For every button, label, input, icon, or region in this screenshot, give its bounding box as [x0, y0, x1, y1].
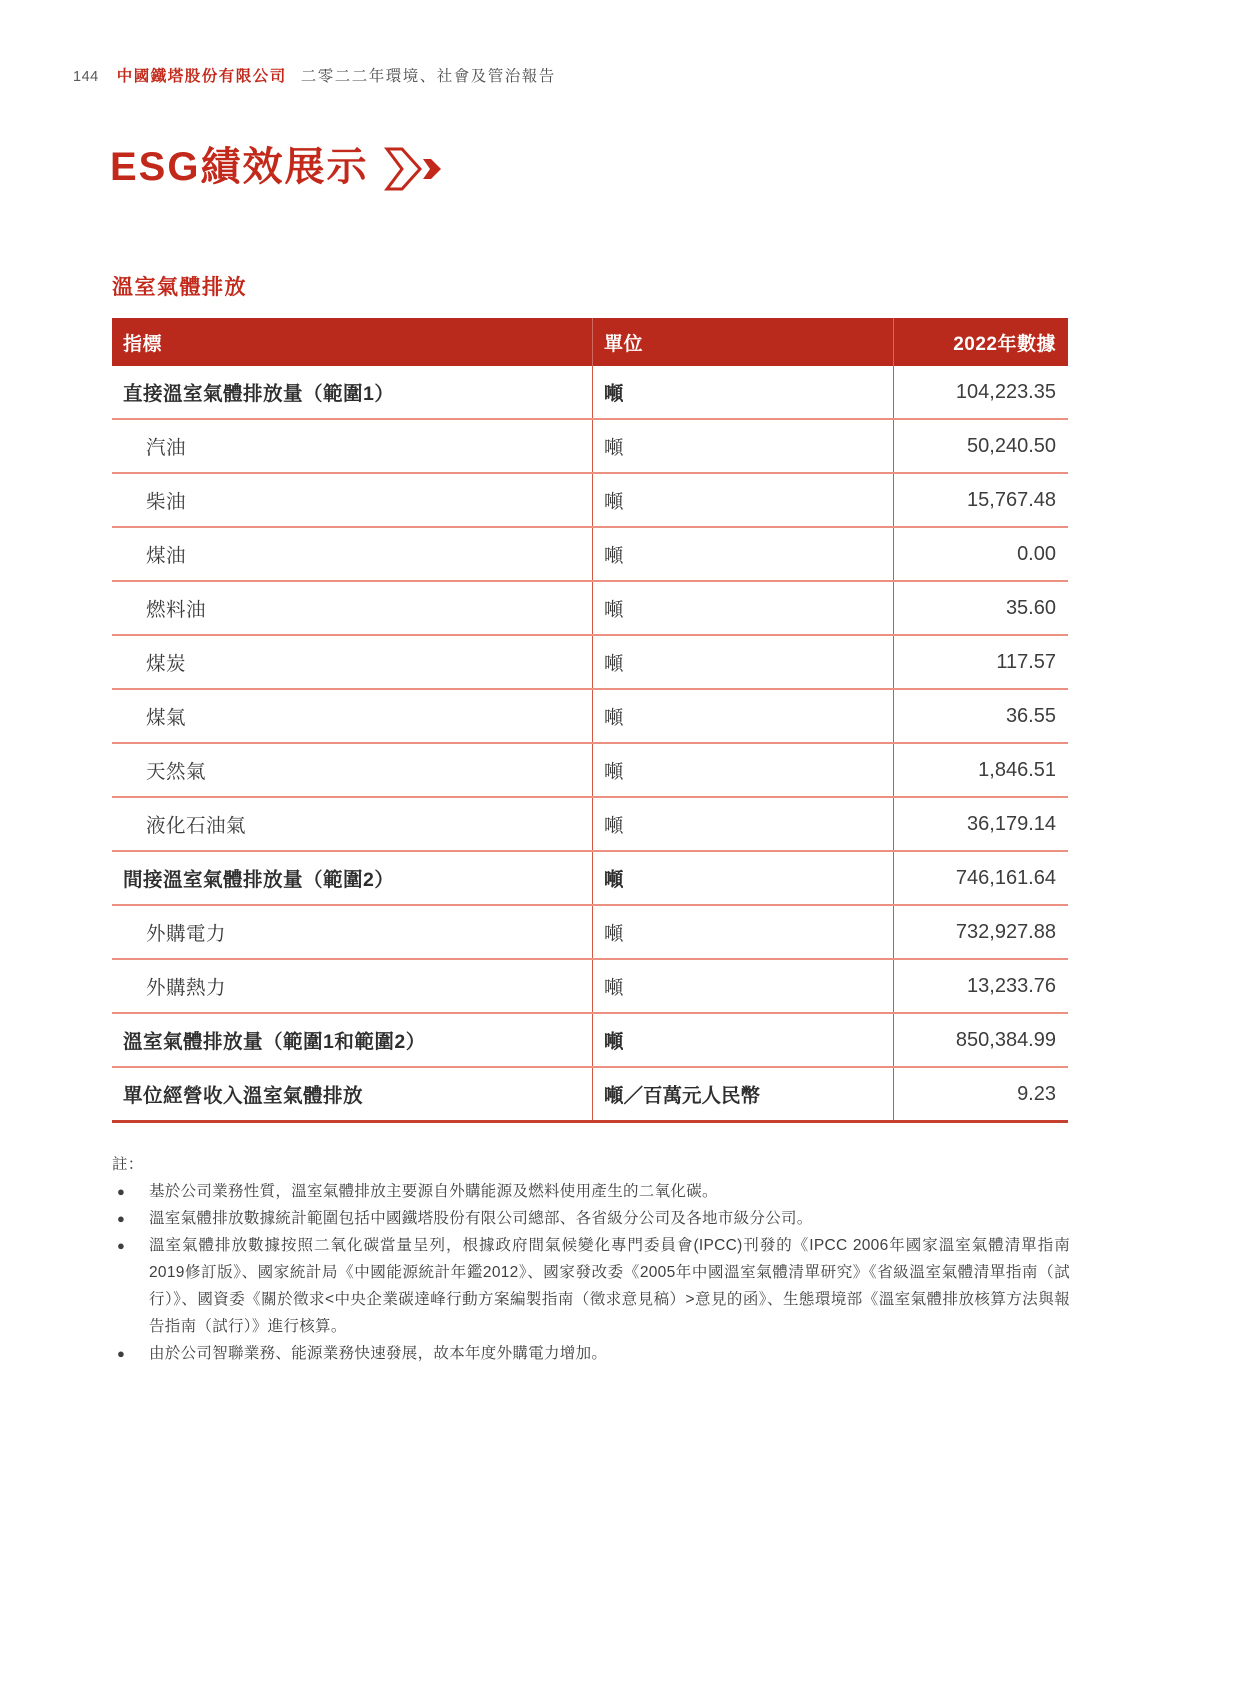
column-header-unit: 單位 [592, 318, 893, 366]
unit-cell: 噸 [592, 798, 893, 850]
table-row [112, 366, 1068, 420]
table-row [112, 744, 1068, 798]
table-row [112, 474, 1068, 528]
unit-cell: 噸／百萬元人民幣 [592, 1068, 893, 1120]
indicator-cell: 液化石油氣 [146, 815, 247, 837]
value-cell: 9.23 [893, 1068, 1068, 1120]
page-number: 144 [73, 69, 99, 85]
chevron-right-icon [384, 145, 446, 193]
value-cell: 117.57 [893, 636, 1068, 688]
notes-label: 註： [112, 1156, 144, 1173]
unit-cell: 噸 [592, 582, 893, 634]
column-header-2022-data: 2022年數據 [893, 318, 1068, 366]
indicator-cell: 外購電力 [146, 923, 227, 945]
indicator-cell: 溫室氣體排放量（範圍1和範圍2） [123, 1031, 426, 1053]
unit-cell: 噸 [592, 474, 893, 526]
value-cell: 0.00 [893, 528, 1068, 580]
note-text: 溫室氣體排放數據按照二氧化碳當量呈列，根據政府間氣候變化專門委員會(IPCC)刊發的《IPCC 2006年國家溫室氣體清單指南2019修訂版》、國家統計局《中國能源統計年鑑2012》、國家發改委《2005年中國溫室氣體清單研究》《省級溫室氣體清單指南（試行）》、國資委《關於徵求<中央企業碳達峰行動方案編製指南（徵求意見稿）>意見的函》、生態環境部《溫室氣體排放核算方法與報告指南（試行）》進行核算。 [149, 1237, 1070, 1335]
running-header [73, 64, 556, 86]
indicator-cell: 柴油 [146, 491, 187, 513]
unit-cell: 噸 [592, 366, 893, 418]
unit-cell: 噸 [592, 528, 893, 580]
table-row [112, 1068, 1068, 1123]
indicator-cell: 煤氣 [146, 707, 187, 729]
value-cell: 36,179.14 [893, 798, 1068, 850]
note-text: 溫室氣體排放數據統計範圍包括中國鐵塔股份有限公司總部、各省級分公司及各地市級分公司。 [149, 1210, 813, 1227]
value-cell: 15,767.48 [893, 474, 1068, 526]
report-title: 二零二二年環境、社會及管治報告 [300, 68, 556, 85]
bullet-icon: ● [117, 1346, 126, 1361]
column-header-indicator: 指標 [123, 333, 163, 355]
indicator-cell: 燃料油 [146, 599, 207, 621]
bullet-icon: ● [117, 1211, 126, 1226]
indicator-cell: 汽油 [146, 437, 187, 459]
indicator-cell: 煤炭 [146, 653, 187, 675]
table-row [112, 636, 1068, 690]
bullet-icon: ● [117, 1184, 126, 1199]
table-row [112, 798, 1068, 852]
table-row [112, 690, 1068, 744]
indicator-cell: 單位經營收入溫室氣體排放 [123, 1085, 364, 1107]
table-row [112, 1014, 1068, 1068]
value-cell: 746,161.64 [893, 852, 1068, 904]
note-text: 由於公司智聯業務、能源業務快速發展，故本年度外購電力增加。 [149, 1345, 608, 1362]
value-cell: 850,384.99 [893, 1014, 1068, 1066]
note-text: 基於公司業務性質，溫室氣體排放主要源自外購能源及燃料使用產生的二氧化碳。 [149, 1183, 718, 1200]
table-row [112, 852, 1068, 906]
indicator-cell: 外購熱力 [146, 977, 227, 999]
table-header-row [112, 318, 1068, 366]
section-title-ghg-emissions: 溫室氣體排放 [112, 276, 247, 299]
indicator-cell: 煤油 [146, 545, 187, 567]
note-item [112, 1178, 1070, 1205]
note-item [112, 1232, 1070, 1340]
unit-cell: 噸 [592, 690, 893, 742]
table-row [112, 528, 1068, 582]
note-item [112, 1205, 1070, 1232]
bullet-icon: ● [117, 1238, 126, 1253]
unit-cell: 噸 [592, 1014, 893, 1066]
table-row [112, 906, 1068, 960]
indicator-cell: 天然氣 [146, 761, 207, 783]
unit-cell: 噸 [592, 636, 893, 688]
unit-cell: 噸 [592, 420, 893, 472]
value-cell: 36.55 [893, 690, 1068, 742]
value-cell: 50,240.50 [893, 420, 1068, 472]
unit-cell: 噸 [592, 960, 893, 1012]
company-name: 中國鐵塔股份有限公司 [116, 68, 287, 85]
value-cell: 13,233.76 [893, 960, 1068, 1012]
indicator-cell: 間接溫室氣體排放量（範圍2） [123, 869, 395, 891]
note-item [112, 1340, 1070, 1367]
value-cell: 732,927.88 [893, 906, 1068, 958]
table-row [112, 420, 1068, 474]
unit-cell: 噸 [592, 852, 893, 904]
page-title: ESG績效展示 [110, 145, 369, 189]
indicator-cell: 直接溫室氣體排放量（範圍1） [123, 383, 395, 405]
ghg-emissions-table [112, 318, 1068, 1123]
value-cell: 104,223.35 [893, 366, 1068, 418]
table-row [112, 582, 1068, 636]
table-row [112, 960, 1068, 1014]
main-title-row [110, 141, 446, 193]
footnotes [112, 1151, 1070, 1367]
value-cell: 1,846.51 [893, 744, 1068, 796]
unit-cell: 噸 [592, 744, 893, 796]
unit-cell: 噸 [592, 906, 893, 958]
value-cell: 35.60 [893, 582, 1068, 634]
